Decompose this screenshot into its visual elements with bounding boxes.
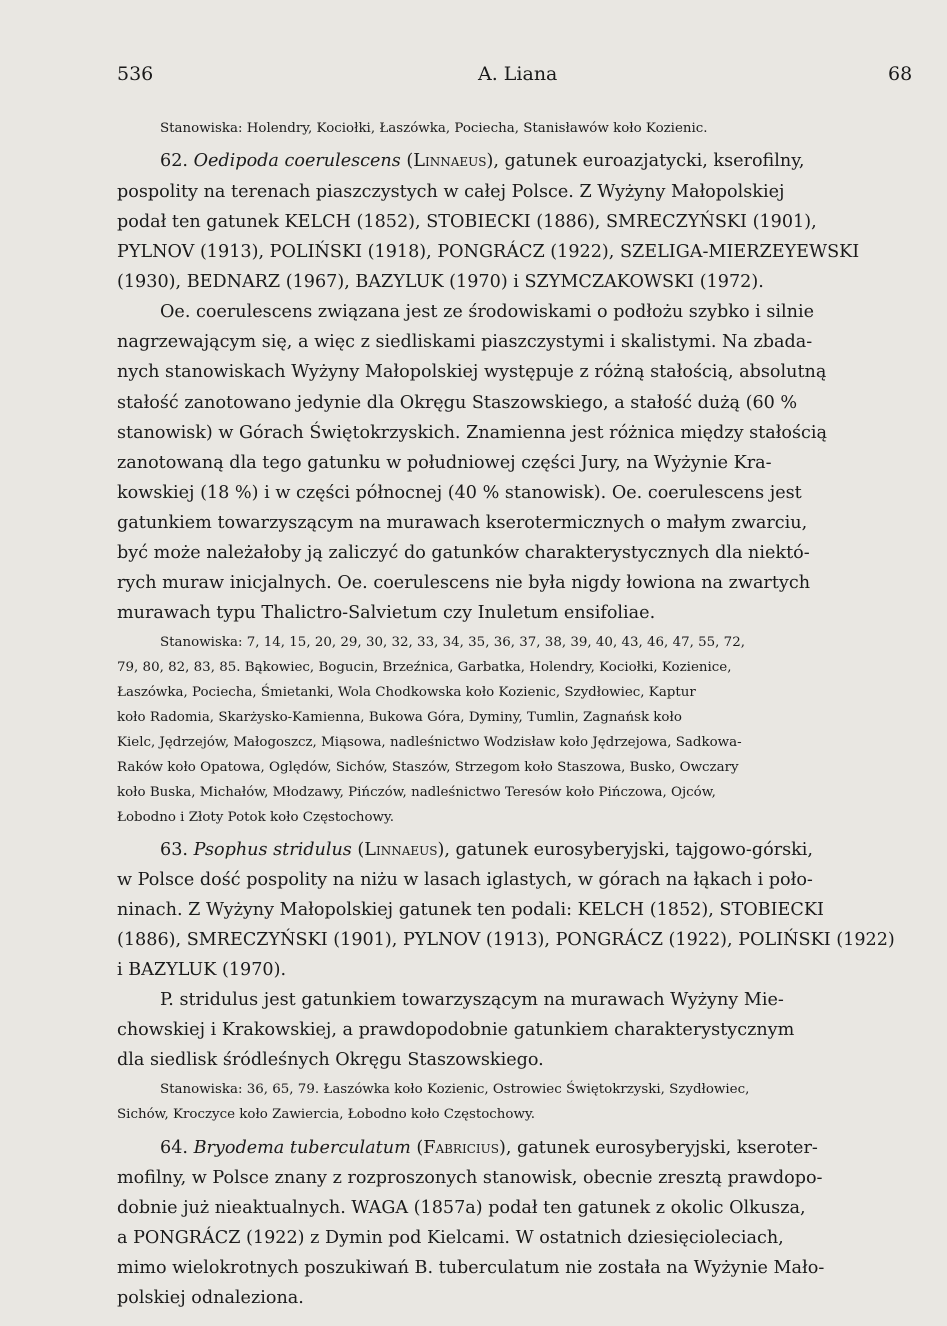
- species-64-line: mimo wielokrotnych poszukiwań B. tuberculatum nie została na Wyżynie Mało-: [117, 1258, 825, 1278]
- species-62-line: PYLNOV (1913), POLIŃSKI (1918), PONGRÁCZ (1922), SZELIGA-MIERZEYEWSKI: [117, 242, 860, 262]
- locality-line: Stanowiska: 7, 14, 15, 20, 29, 30, 32, 33, 34, 35, 36, 37, 38, 39, 40, 43, 46, 47, 55, 72,: [160, 635, 745, 650]
- species-63-line: ninach. Z Wyżyny Małopolskiej gatunek ten podali: KELCH (1852), STOBIECKI: [117, 900, 824, 920]
- species-62-line: murawach typu Thalictro-Salvietum czy Inuletum ensifoliae.: [117, 603, 656, 623]
- species-62-line: (1930), BEDNARZ (1967), BAZYLUK (1970) i SZYMCZAKOWSKI (1972).: [117, 272, 764, 292]
- species-62-line: Oe. coerulescens związana jest ze środowiskami o podłożu szybko i silnie: [160, 302, 815, 322]
- species-62-line: gatunkiem towarzyszącym na murawach kserotermicznych o małym zwarciu,: [117, 513, 808, 533]
- species-63-line: P. stridulus jest gatunkiem towarzyszącym na murawach Wyżyny Mie-: [160, 990, 784, 1010]
- locality-line: Stanowiska: Holendry, Kociołki, Łaszówka, Pociecha, Stanisławów koło Kozienic.: [160, 121, 708, 136]
- species-64-line: dobnie już nieaktualnych. WAGA (1857a) podał ten gatunek z okolic Olkusza,: [117, 1198, 806, 1218]
- locality-line: Łobodno i Złoty Potok koło Częstochowy.: [117, 810, 395, 825]
- species-64-line: 64. Bryodema tuberculatum (Fabricius), gatunek eurosyberyjski, kseroter-: [160, 1138, 818, 1158]
- locality-line: 79, 80, 82, 83, 85. Bąkowiec, Bogucin, Brzeźnica, Garbatka, Holendry, Kociołki, Kozienice,: [117, 660, 732, 675]
- volume-number: 68: [888, 63, 913, 85]
- species-62-line: kowskiej (18 %) i w części północnej (40 % stanowisk). Oe. coerulescens jest: [117, 483, 802, 503]
- locality-line: Stanowiska: 36, 65, 79. Łaszówka koło Kozienic, Ostrowiec Świętokrzyski, Szydłowiec,: [160, 1082, 750, 1097]
- locality-line: Kielc, Jędrzejów, Małogoszcz, Miąsowa, nadleśnictwo Wodzisław koło Jędrzejowa, Sadkowa-: [117, 735, 742, 750]
- species-63-line: 63. Psophus stridulus (Linnaeus), gatunek eurosyberyjski, tajgowo-górski,: [160, 840, 814, 860]
- species-62-line: rych muraw inicjalnych. Oe. coerulescens nie była nigdy łowiona na zwartych: [117, 573, 811, 593]
- species-62-line: 62. Oedipoda coerulescens (Linnaeus), gatunek euroazjatycki, kserofilny,: [160, 151, 805, 171]
- species-64-line: a PONGRÁCZ (1922) z Dymin pod Kielcami. W ostatnich dziesięcioleciach,: [117, 1228, 784, 1248]
- species-62-line: stanowisk) w Górach Świętokrzyskich. Znamienna jest różnica między stałością: [117, 423, 828, 443]
- species-63-line: w Polsce dość pospolity na niżu w lasach iglastych, w górach na łąkach i poło-: [117, 870, 813, 890]
- species-62-line: zanotowaną dla tego gatunku w południowej części Jury, na Wyżynie Kra-: [117, 453, 772, 473]
- page-number: 536: [117, 63, 154, 85]
- running-head-author: A. Liana: [478, 63, 558, 85]
- species-62-line: podał ten gatunek KELCH (1852), STOBIECKI (1886), SMRECZYŃSKI (1901),: [117, 212, 817, 232]
- species-63-line: chowskiej i Krakowskiej, a prawdopodobnie gatunkiem charakterystycznym: [117, 1020, 795, 1040]
- locality-line: koło Radomia, Skarżysko-Kamienna, Bukowa Góra, Dyminy, Tumlin, Zagnańsk koło: [117, 710, 682, 725]
- locality-line: Łaszówka, Pociecha, Śmietanki, Wola Chodkowska koło Kozienic, Szydłowiec, Kaptur: [117, 685, 696, 700]
- species-62-line: nych stanowiskach Wyżyny Małopolskiej występuje z różną stałością, absolutną: [117, 362, 827, 382]
- species-62-line: pospolity na terenach piaszczystych w całej Polsce. Z Wyżyny Małopolskiej: [117, 182, 785, 202]
- species-62-line: być może należałoby ją zaliczyć do gatunków charakterystycznych dla niektó-: [117, 543, 810, 563]
- species-62-line: nagrzewającym się, a więc z siedliskami piaszczystymi i skalistymi. Na zbada-: [117, 332, 813, 352]
- locality-line: Sichów, Kroczyce koło Zawiercia, Łobodno koło Częstochowy.: [117, 1107, 535, 1122]
- locality-line: koło Buska, Michałów, Młodzawy, Pińczów, nadleśnictwo Teresów koło Pińczowa, Ojców,: [117, 785, 716, 800]
- species-64-line: mofilny, w Polsce znany z rozproszonych stanowisk, obecnie zresztą prawdopo-: [117, 1168, 823, 1188]
- species-63-line: (1886), SMRECZYŃSKI (1901), PYLNOV (1913), PONGRÁCZ (1922), POLIŃSKI (1922): [117, 930, 895, 950]
- species-63-line: i BAZYLUK (1970).: [117, 960, 287, 980]
- species-64-line: polskiej odnaleziona.: [117, 1288, 304, 1308]
- locality-line: Raków koło Opatowa, Oględów, Sichów, Staszów, Strzegom koło Staszowa, Busko, Owczary: [117, 760, 739, 775]
- species-63-line: dla siedlisk śródleśnych Okręgu Staszowskiego.: [117, 1050, 544, 1070]
- species-62-line: stałość zanotowano jedynie dla Okręgu Staszowskiego, a stałość dużą (60 %: [117, 393, 798, 413]
